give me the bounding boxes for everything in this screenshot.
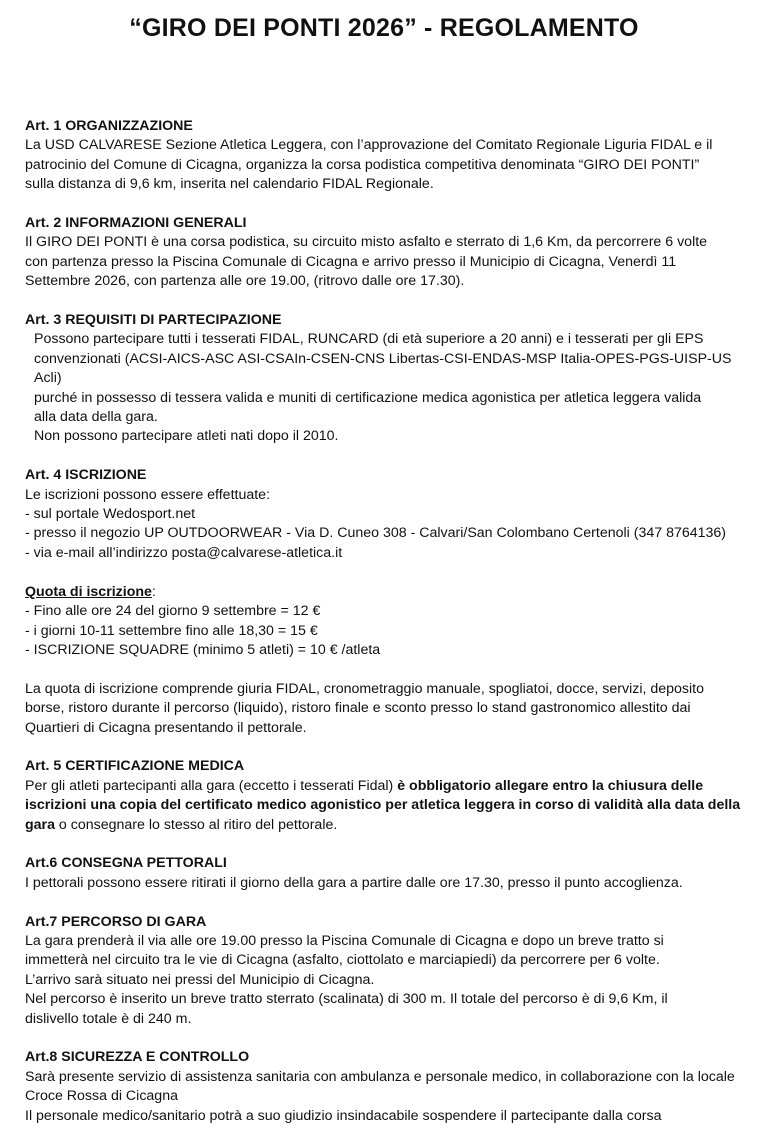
article-5-bold-text: gara bbox=[25, 816, 55, 833]
article-3-line: Possono partecipare tutti i tesserati FIDAL, RUNCARD (di età superiore a 20 anni) e i tesserati per gli EPS bbox=[34, 331, 704, 348]
article-5-line bbox=[25, 796, 760, 815]
article-2 bbox=[25, 214, 760, 292]
article-3-line: Non possono partecipare atleti nati dopo il 2010. bbox=[34, 428, 339, 445]
article-6-line: I pettorali possono essere ritirati il giorno della gara a partire dalle ore 17.30, presso il punto accoglienza. bbox=[25, 874, 683, 891]
fee-section bbox=[25, 583, 760, 661]
article-3-line: alla data della gara. bbox=[34, 409, 158, 426]
article-1-line: patrocinio del Comune di Cicagna, organizza la corsa podistica competitiva denominata “GIRO DEI PONTI” bbox=[25, 156, 700, 173]
article-3 bbox=[25, 311, 760, 447]
article-3-line: purché in possesso di tessera valida e muniti di certificazione medica agonistica per atletica leggera valida bbox=[34, 389, 702, 406]
fee-line: - Fino alle ore 24 del giorno 9 settembre = 12 € bbox=[25, 603, 321, 620]
article-5-line bbox=[25, 816, 760, 835]
article-7-heading: Art.7 PERCORSO DI GARA bbox=[25, 913, 207, 930]
article-7-line: Nel percorso è inserito un breve tratto sterrato (scalinata) di 300 m. Il totale del percorso è di 9,6 Km, il bbox=[25, 991, 668, 1008]
article-5-text: o consegnare lo stesso al ritiro del pettorale. bbox=[54, 816, 338, 833]
article-1-line: sulla distanza di 9,6 km, inserita nel calendario FIDAL Regionale. bbox=[25, 176, 434, 193]
fee-includes-line: Quartieri di Cicagna presentando il pettorale. bbox=[25, 719, 307, 736]
article-8-line: Il personale medico/sanitario potrà a suo giudizio insindacabile sospendere il partecipante dalla corsa bbox=[25, 1107, 662, 1124]
article-3-heading: Art. 3 REQUISITI DI PARTECIPAZIONE bbox=[25, 312, 282, 329]
article-4-line: - presso il negozio UP OUTDOORWEAR - Via D. Cuneo 308 - Calvari/San Colombano Certenoli (347 8764136) bbox=[25, 525, 727, 542]
article-7-line: L’arrivo sarà situato nei pressi del Municipio di Cicagna. bbox=[25, 971, 375, 988]
article-5 bbox=[25, 757, 760, 835]
article-5-text: Per gli atleti partecipanti alla gara (eccetto i tesserati Fidal) bbox=[25, 777, 398, 794]
fee-heading-colon: : bbox=[151, 583, 156, 600]
article-7 bbox=[25, 913, 760, 1029]
article-6-heading: Art.6 CONSEGNA PETTORALI bbox=[25, 855, 227, 872]
fee-line: - i giorni 10-11 settembre fino alle 18,30 = 15 € bbox=[25, 622, 318, 639]
article-1 bbox=[25, 117, 760, 195]
article-3-line: convenzionati (ACSI-AICS-ASC ASI-CSAIn-CSEN-CNS Libertas-CSI-ENDAS-MSP Italia-OPES-PGS-UISP-US Acli) bbox=[34, 350, 732, 387]
article-2-line: Settembre 2026, con partenza alle ore 19.00, (ritrovo dalle ore 17.30). bbox=[25, 273, 465, 290]
article-8 bbox=[25, 1048, 760, 1126]
article-8-line: Croce Rossa di Cicagna bbox=[25, 1088, 178, 1105]
fee-includes-line: borse, ristoro durante il percorso (liquido), ristoro finale e sconto presso lo stand gastronomico allestito dai bbox=[25, 700, 691, 717]
article-4-heading: Art. 4 ISCRIZIONE bbox=[25, 467, 147, 484]
fee-heading: Quota di iscrizione bbox=[25, 583, 152, 600]
fee-heading-line bbox=[25, 583, 760, 602]
article-2-line: con partenza presso la Piscina Comunale di Cicagna e arrivo presso il Municipio di Cicagna, Venerdì 11 bbox=[25, 253, 677, 270]
article-8-heading: Art.8 SICUREZZA E CONTROLLO bbox=[25, 1049, 250, 1066]
article-6 bbox=[25, 854, 760, 893]
article-5-bold-text: iscrizioni una copia del certificato medico agonistico per atletica leggera in corso di validità alla data della bbox=[25, 797, 741, 814]
article-5-bold-text: è obbligatorio allegare entro la chiusura delle bbox=[397, 777, 704, 794]
article-2-line: Il GIRO DEI PONTI è una corsa podistica, su circuito misto asfalto e sterrato di 1,6 Km, da percorrere 6 volte bbox=[25, 234, 708, 251]
article-5-line bbox=[25, 777, 760, 796]
fee-line: - ISCRIZIONE SQUADRE (minimo 5 atleti) = 10 € /atleta bbox=[25, 641, 381, 658]
article-8-line: Sarà presente servizio di assistenza sanitaria con ambulanza e personale medico, in collaborazione con la locale bbox=[25, 1068, 735, 1085]
article-4-line: Le iscrizioni possono essere effettuate: bbox=[25, 486, 271, 503]
article-1-line: La USD CALVARESE Sezione Atletica Leggera, con l’approvazione del Comitato Regionale Liguria FIDAL e il bbox=[25, 137, 713, 154]
article-7-line: La gara prenderà il via alle ore 19.00 presso la Piscina Comunale di Cicagna e dopo un breve tratto si bbox=[25, 932, 664, 949]
regulation-body bbox=[25, 117, 760, 1145]
document-title: “GIRO DEI PONTI 2026” - REGOLAMENTO bbox=[129, 14, 639, 42]
article-4 bbox=[25, 466, 760, 563]
article-1-heading: Art. 1 ORGANIZZAZIONE bbox=[25, 118, 193, 134]
fee-includes-line: La quota di iscrizione comprende giuria FIDAL, cronometraggio manuale, spogliatoi, docce, servizi, deposito bbox=[25, 680, 704, 697]
article-2-heading: Art. 2 INFORMAZIONI GENERALI bbox=[25, 215, 247, 232]
fee-includes bbox=[25, 680, 760, 738]
article-7-line: dislivello totale è di 240 m. bbox=[25, 1010, 192, 1027]
article-4-line: - via e-mail all’indirizzo posta@calvarese-atletica.it bbox=[25, 544, 343, 561]
article-4-line: - sul portale Wedosport.net bbox=[25, 506, 196, 523]
article-7-line: immetterà nel circuito tra le vie di Cicagna (asfalto, ciottolato e marciapiedi) da percorrere per 6 volte. bbox=[25, 952, 660, 969]
article-5-heading: Art. 5 CERTIFICAZIONE MEDICA bbox=[25, 758, 245, 775]
